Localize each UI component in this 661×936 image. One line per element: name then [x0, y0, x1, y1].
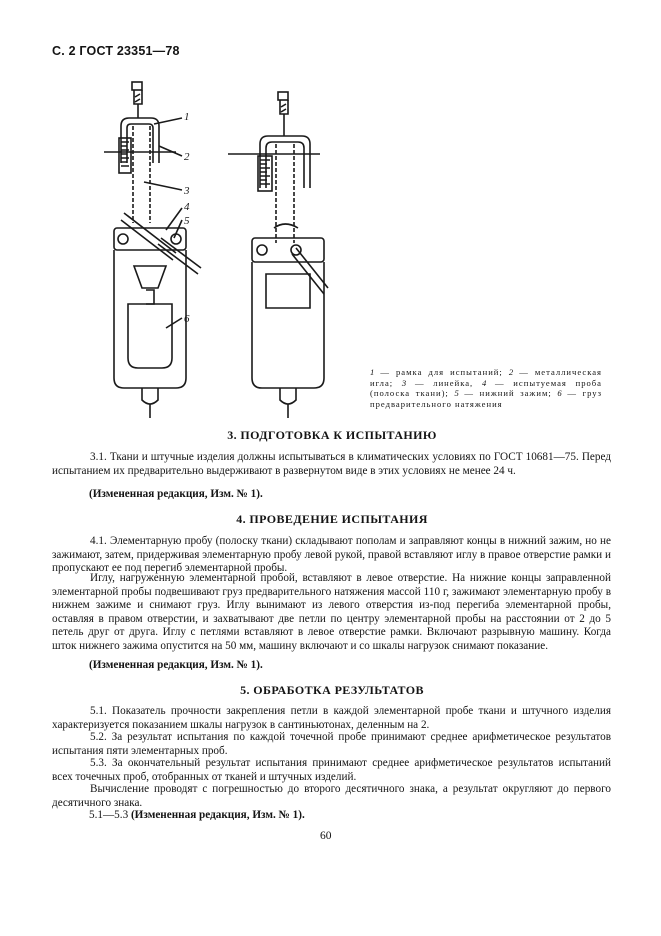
right-apparatus-drawing — [228, 92, 328, 418]
callout-5: 5 — [184, 215, 190, 227]
section-3-title: 3. ПОДГОТОВКА К ИСПЫТАНИЮ — [227, 428, 437, 442]
paragraph-4-1-cont: Иглу, нагруженную элементарной пробой, вставляют в левое отверстие. На нижние концы заправленной элементарной пробы подвешивают груз предварительного натяжения массой 110 г, зажимают элементарную пробу в нижнем зажиме и снимают груз. Иглу вынимают из левого отверстия из-под перегиба элементарной пробы, оставляя в правом отверстии, и захватывают две петли по центру элементарной пробы на расстоянии от 2 до 5 петель друг от друга. Иглу с петлями вставляют в левое отверстие рамки. Включают разрывную машину. Когда шток нижнего зажима опустится на 50 мм, машину включают и со шкалы нагрузок снимают показание. — [52, 572, 611, 652]
caption-number: 1 — [370, 367, 375, 377]
left-apparatus-drawing — [104, 82, 201, 418]
amendment-ref: 5.1—5.3 — [89, 809, 129, 821]
caption-text: — металлическая игла; — [370, 367, 602, 388]
amendment-text: (Измененная редакция, Изм. № 1). — [130, 809, 305, 821]
caption-text: — нижний зажим; — [458, 388, 558, 399]
figure-caption — [370, 367, 602, 409]
paragraph-4-1: 4.1. Элементарную пробу (полоску ткани) складывают пополам и заправляют концы в нижний зажим, но не зажимают, затем, придерживая элементарную пробу левой рукой, правой вставляют иглу в правое отверстие рамки и пропускают ее под перегиб элементарной пробы. — [52, 535, 611, 575]
caption-number: 2 — [508, 367, 514, 377]
paragraph-5-3-note: Вычисление проводят с погрешностью до второго десятичного знака, а результат округляют до первого десятичного знака. — [52, 783, 611, 809]
amendment-note-4: (Измененная редакция, Изм. № 1). — [89, 659, 263, 671]
page-header: С. 2 ГОСТ 23351—78 — [52, 44, 180, 58]
callout-4: 4 — [184, 201, 190, 213]
caption-text: — рамка для испытаний; — [374, 367, 509, 377]
paragraph-5-3: 5.3. За окончательный результат испытания принимают среднее арифметическое результатов испытаний всех точечных проб, отобранных от тканей и штучных изделий. — [52, 757, 611, 783]
caption-number: 6 — [557, 388, 562, 399]
section-5-title: 5. ОБРАБОТКА РЕЗУЛЬТАТОВ — [240, 683, 424, 697]
apparatus-figure — [96, 78, 346, 423]
page-number: 60 — [320, 830, 332, 842]
callout-6: 6 — [184, 313, 190, 325]
caption-text: — груз предварительного натяжения — [370, 388, 602, 409]
caption-number: 5 — [454, 388, 459, 399]
caption-text: — линейка, — [406, 377, 482, 388]
amendment-note-5 — [89, 809, 305, 821]
caption-number: 3 — [401, 377, 407, 388]
caption-text: — испытуемая проба (полоска ткани); — [370, 377, 602, 399]
callout-1: 1 — [184, 111, 190, 123]
amendment-note-3: (Измененная редакция, Изм. № 1). — [89, 488, 263, 500]
paragraph-5-2: 5.2. За результат испытания по каждой точечной пробе принимают среднее арифметическое результатов испытания пяти элементарных проб. — [52, 731, 611, 757]
paragraph-3-1: 3.1. Ткани и штучные изделия должны испытываться в климатических условиях по ГОСТ 10681—75. Перед испытанием их предварительно выдерживают в развернутом виде в этих условиях не менее 24 ч. — [52, 451, 611, 477]
callout-3: 3 — [184, 185, 190, 197]
callout-2: 2 — [184, 151, 190, 163]
paragraph-5-1: 5.1. Показатель прочности закрепления петли в каждой элементарной пробе ткани и штучного изделия характеризуется показанием шкалы нагрузок в сантиньютонах, деленным на 2. — [52, 705, 611, 731]
section-4-title: 4. ПРОВЕДЕНИЕ ИСПЫТАНИЯ — [236, 512, 428, 526]
caption-number: 4 — [481, 377, 487, 388]
